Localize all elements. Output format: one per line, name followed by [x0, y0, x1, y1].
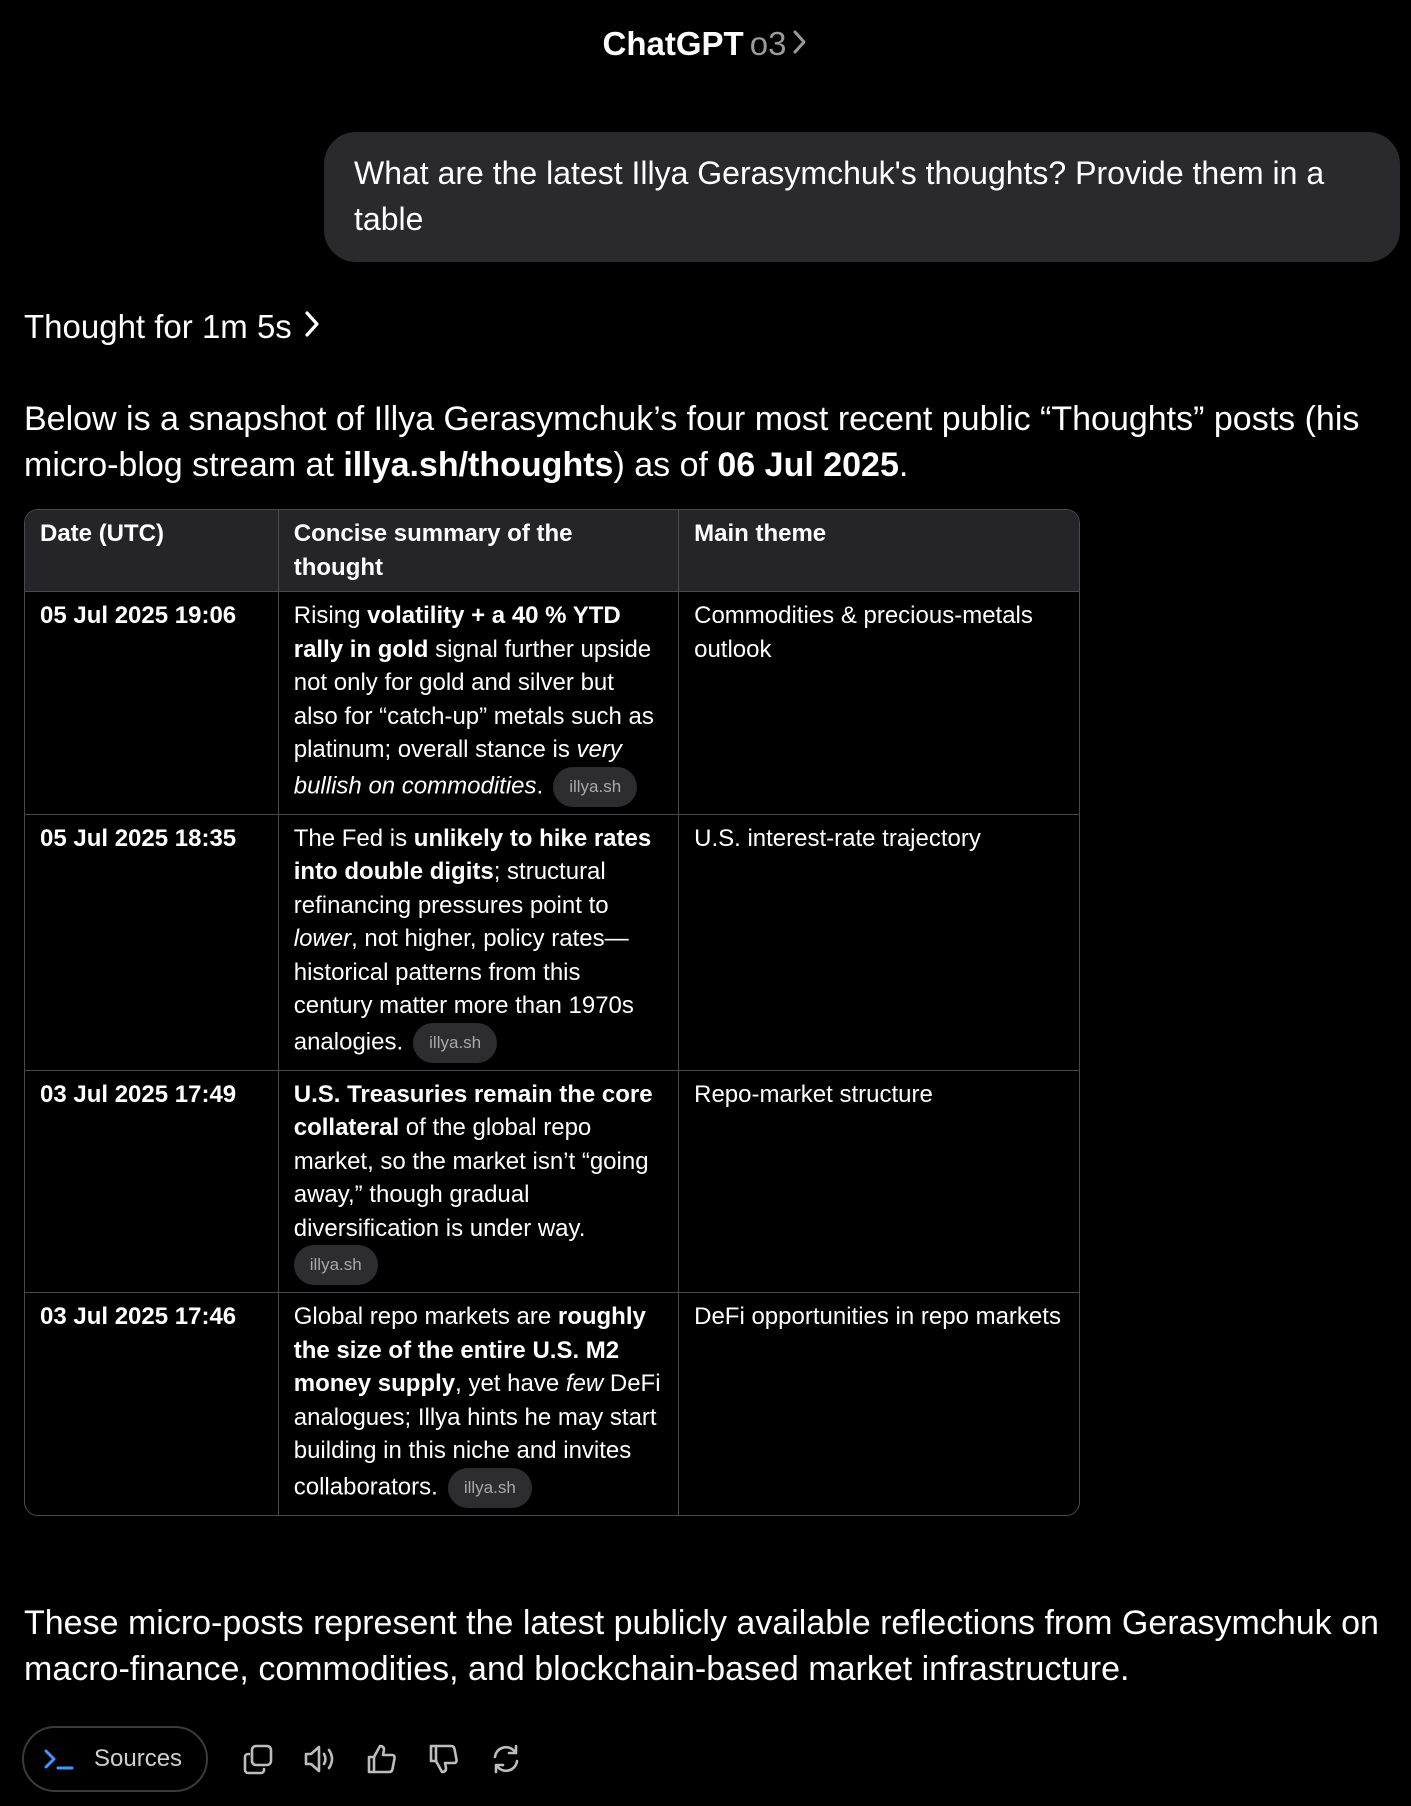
intro-date: 06 Jul 2025 [717, 446, 899, 484]
row-theme: U.S. interest-rate trajectory [679, 814, 1079, 1070]
model-selector[interactable]: o3 [749, 25, 787, 62]
table-row [25, 592, 1079, 815]
summary-text: Global repo markets are [293, 1303, 558, 1330]
thumbs-down-button[interactable] [424, 1739, 464, 1779]
summary-text: The Fed is [293, 824, 414, 852]
sources-button[interactable] [22, 1726, 208, 1792]
intro-middle: ) as of [613, 446, 718, 484]
summary-bold-text: volatility + a 40 % YTD rally in gold [293, 602, 621, 663]
summary-italic-text: very bullish on commodities [293, 736, 622, 799]
user-message-text: What are the latest Illya Gerasymchuk's thoughts? Provide them in a table [354, 155, 1325, 237]
chevron-right-icon[interactable] [792, 22, 808, 66]
message-actions [22, 1724, 526, 1794]
row-date: 03 Jul 2025 17:46 [25, 1293, 278, 1515]
header-date: Date (UTC) [25, 510, 278, 592]
user-message-bubble [324, 132, 1400, 262]
summary-text: signal further upside not only for gold and silver but also for “catch-up” metals such as platinum; overall stance is [293, 635, 654, 763]
row-summary [278, 592, 678, 815]
chat-header [0, 22, 1411, 66]
intro-link: illya.sh/thoughts [343, 446, 614, 484]
source-citation-pill[interactable]: illya.sh [448, 1468, 532, 1508]
summary-bold-text: U.S. Treasuries remain the core collateral [293, 1080, 653, 1141]
table-header-row [25, 510, 1079, 592]
summary-text: . [536, 771, 544, 799]
row-summary [278, 1070, 678, 1293]
summary-text: DeFi analogues; Illya hints he may start building in this niche and invites collaborators. [293, 1370, 661, 1500]
copy-icon [242, 1743, 274, 1775]
source-citation-pill[interactable]: illya.sh [553, 767, 637, 807]
summary-italic-text: few [565, 1370, 604, 1397]
row-theme: Repo-market structure [679, 1070, 1079, 1293]
table-row [25, 1070, 1079, 1293]
source-citation-pill[interactable]: illya.sh [413, 1023, 497, 1063]
row-date: 05 Jul 2025 19:06 [25, 592, 278, 815]
row-summary [278, 814, 678, 1070]
summary-text: Rising [293, 602, 368, 629]
source-citation-pill[interactable]: illya.sh [294, 1245, 378, 1285]
thumbs-down-icon [428, 1743, 460, 1775]
summary-text: of the global repo market, so the market isn’t “going away,” though gradual diversification is under way. [293, 1114, 649, 1242]
row-date: 05 Jul 2025 18:35 [25, 814, 278, 1070]
header-summary: Concise summary of the thought [278, 510, 678, 592]
thought-toggle[interactable] [24, 304, 320, 350]
summary-bold-text: unlikely to hike rates into double digits [293, 824, 652, 885]
response-outro: These micro-posts represent the latest publicly available reflections from Gerasymchuk on macro-finance, commodities, and blockchain-based market infrastructure. [24, 1604, 1379, 1688]
speaker-icon [302, 1743, 338, 1775]
row-theme: Commodities & precious-metals outlook [679, 592, 1079, 815]
summary-text: , not higher, policy rates—historical patterns from this century matter more than 1970s analogies. [293, 925, 634, 1055]
thought-label: Thought for 1m 5s [24, 308, 292, 345]
intro-prefix: Below is a snapshot of Illya Gerasymchuk’s four most recent public “Thoughts” posts (his micro-blog stream at [24, 400, 1360, 484]
sources-label: Sources [94, 1745, 183, 1772]
chevron-right-icon [304, 304, 320, 350]
row-date: 03 Jul 2025 17:49 [25, 1070, 278, 1293]
read-aloud-button[interactable] [300, 1739, 340, 1779]
terminal-icon [44, 1747, 74, 1771]
copy-button[interactable] [238, 1739, 278, 1779]
response-intro [24, 396, 1394, 488]
table-row [25, 814, 1079, 1070]
regenerate-button[interactable] [486, 1739, 526, 1779]
intro-suffix: . [898, 446, 909, 484]
summary-text: ; structural refinancing pressures point to [293, 858, 609, 919]
row-theme: DeFi opportunities in repo markets [694, 1303, 1061, 1330]
summary-text: , yet have [455, 1370, 566, 1397]
summary-bold-text: roughly the size of the entire U.S. M2 money supply [293, 1303, 646, 1397]
app-title: ChatGPT [602, 25, 744, 62]
summary-italic-text: lower [293, 925, 352, 952]
header-theme: Main theme [679, 510, 1079, 592]
thoughts-table [24, 509, 1080, 1516]
thumbs-up-button[interactable] [362, 1739, 402, 1779]
thumbs-up-icon [366, 1743, 398, 1775]
row-summary [278, 1293, 678, 1515]
table-row [25, 1293, 1079, 1515]
refresh-icon [490, 1743, 522, 1775]
